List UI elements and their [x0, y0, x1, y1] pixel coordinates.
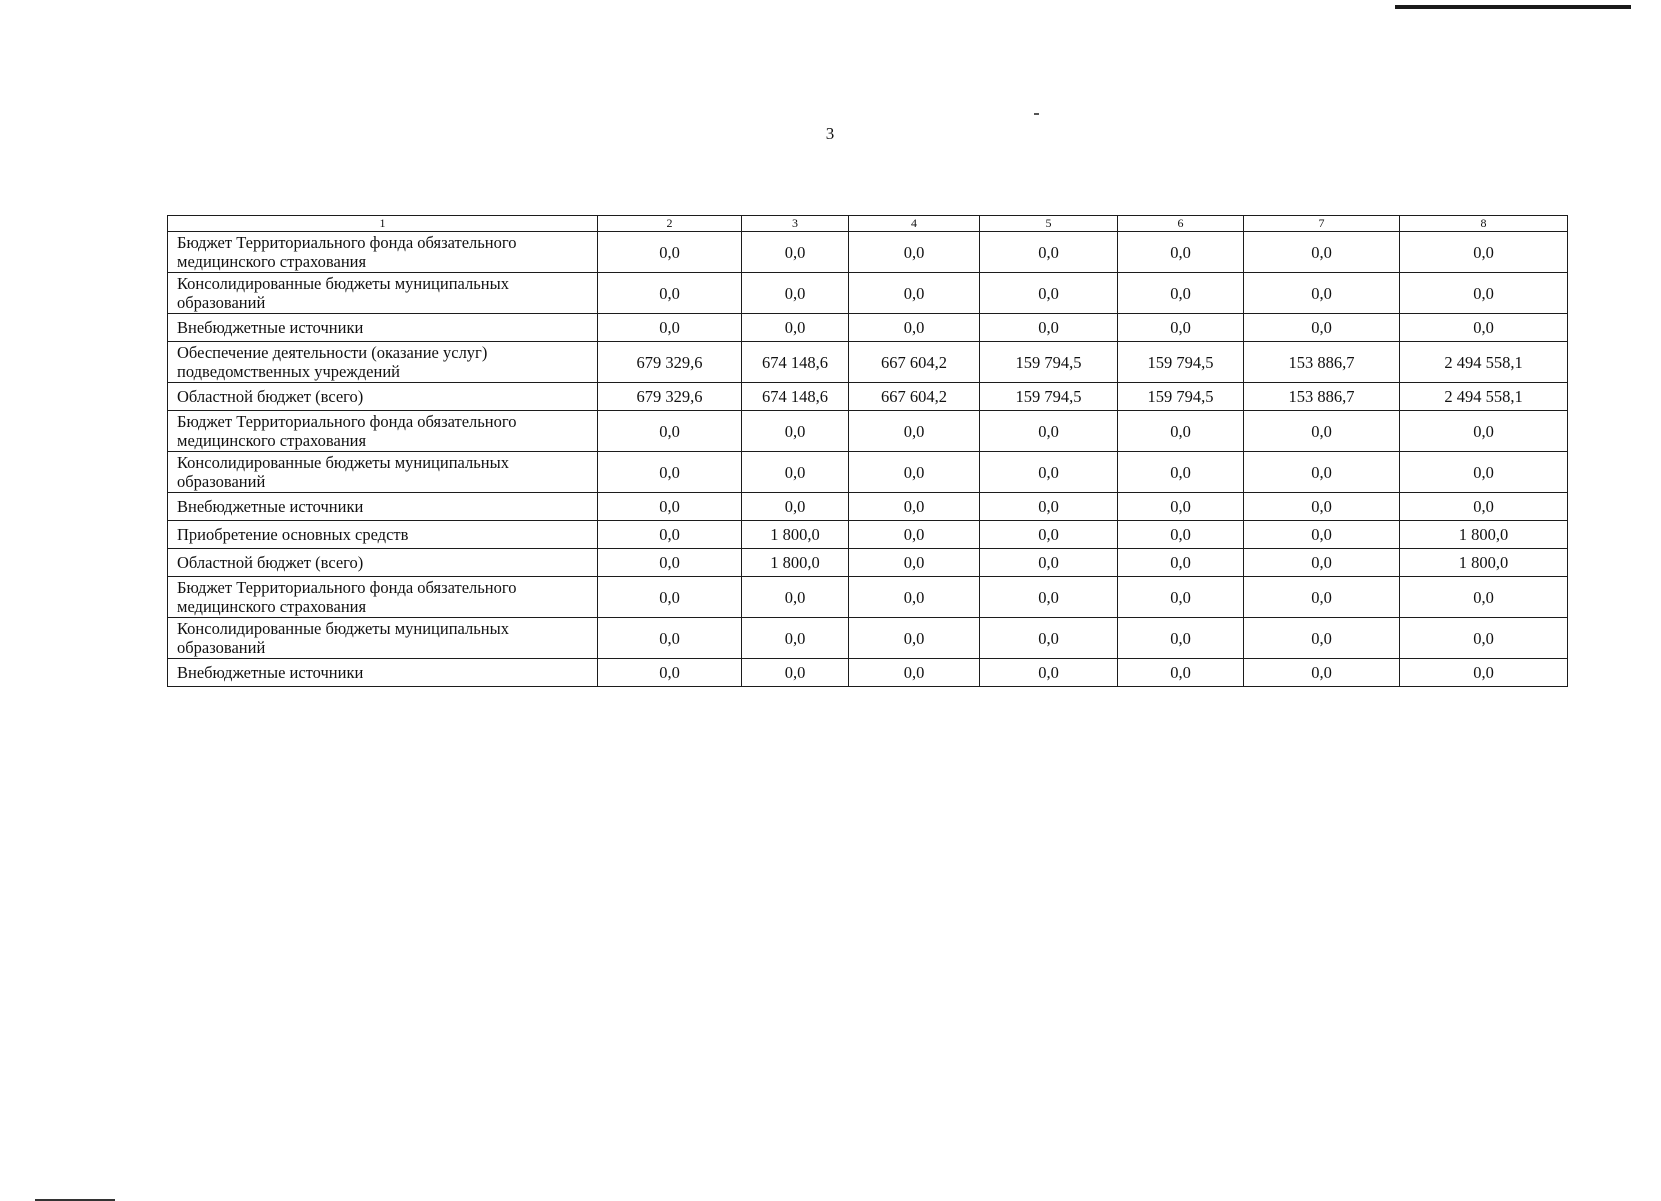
value-cell: 679 329,6 — [598, 342, 742, 383]
value-cell: 0,0 — [849, 577, 980, 618]
value-cell: 0,0 — [1244, 232, 1400, 273]
row-label: Областной бюджет (всего) — [168, 549, 598, 577]
value-cell: 0,0 — [980, 493, 1118, 521]
value-cell: 1 800,0 — [1400, 549, 1568, 577]
value-cell: 0,0 — [1400, 273, 1568, 314]
scan-edge-top — [1395, 5, 1631, 9]
value-cell: 0,0 — [1400, 618, 1568, 659]
value-cell: 0,0 — [1244, 273, 1400, 314]
value-cell: 0,0 — [980, 549, 1118, 577]
value-cell: 0,0 — [1244, 577, 1400, 618]
value-cell: 0,0 — [849, 232, 980, 273]
value-cell: 667 604,2 — [849, 342, 980, 383]
value-cell: 159 794,5 — [980, 342, 1118, 383]
value-cell: 153 886,7 — [1244, 342, 1400, 383]
value-cell: 0,0 — [980, 521, 1118, 549]
table-row — [168, 577, 1568, 618]
table-row — [168, 521, 1568, 549]
value-cell: 679 329,6 — [598, 383, 742, 411]
value-cell: 0,0 — [980, 232, 1118, 273]
table-row — [168, 493, 1568, 521]
value-cell: 0,0 — [1118, 273, 1244, 314]
row-label: Бюджет Территориального фонда обязательного медицинского страхования — [168, 577, 598, 618]
row-label: Приобретение основных средств — [168, 521, 598, 549]
column-header: 1 — [168, 216, 598, 232]
value-cell: 159 794,5 — [1118, 383, 1244, 411]
value-cell: 159 794,5 — [980, 383, 1118, 411]
value-cell: 0,0 — [742, 618, 849, 659]
value-cell: 0,0 — [980, 659, 1118, 687]
value-cell: 0,0 — [742, 659, 849, 687]
table-header-row — [168, 216, 1568, 232]
value-cell: 0,0 — [1118, 232, 1244, 273]
value-cell: 0,0 — [742, 577, 849, 618]
value-cell: 0,0 — [598, 618, 742, 659]
value-cell: 0,0 — [849, 521, 980, 549]
table-row — [168, 618, 1568, 659]
value-cell: 0,0 — [1244, 452, 1400, 493]
value-cell: 0,0 — [980, 411, 1118, 452]
column-header: 8 — [1400, 216, 1568, 232]
row-label: Обеспечение деятельности (оказание услуг) подведомственных учреждений — [168, 342, 598, 383]
value-cell: 674 148,6 — [742, 342, 849, 383]
value-cell: 667 604,2 — [849, 383, 980, 411]
row-label: Консолидированные бюджеты муниципальных образований — [168, 618, 598, 659]
column-header: 4 — [849, 216, 980, 232]
table-row — [168, 659, 1568, 687]
value-cell: 0,0 — [1118, 493, 1244, 521]
row-label: Консолидированные бюджеты муниципальных образований — [168, 452, 598, 493]
value-cell: 1 800,0 — [742, 521, 849, 549]
value-cell: 0,0 — [849, 273, 980, 314]
value-cell: 0,0 — [849, 452, 980, 493]
value-cell: 0,0 — [849, 659, 980, 687]
value-cell: 0,0 — [598, 452, 742, 493]
value-cell: 0,0 — [742, 273, 849, 314]
value-cell: 2 494 558,1 — [1400, 383, 1568, 411]
value-cell: 0,0 — [1400, 659, 1568, 687]
value-cell: 0,0 — [1118, 521, 1244, 549]
value-cell: 0,0 — [1244, 314, 1400, 342]
value-cell: 159 794,5 — [1118, 342, 1244, 383]
value-cell: 0,0 — [849, 314, 980, 342]
value-cell: 0,0 — [1400, 493, 1568, 521]
value-cell: 0,0 — [598, 549, 742, 577]
value-cell: 0,0 — [1244, 521, 1400, 549]
value-cell: 1 800,0 — [742, 549, 849, 577]
value-cell: 0,0 — [598, 314, 742, 342]
column-header: 7 — [1244, 216, 1400, 232]
value-cell: 0,0 — [1244, 493, 1400, 521]
table-row — [168, 549, 1568, 577]
value-cell: 0,0 — [598, 411, 742, 452]
value-cell: 0,0 — [1118, 314, 1244, 342]
value-cell: 0,0 — [742, 232, 849, 273]
value-cell: 0,0 — [1400, 232, 1568, 273]
value-cell: 2 494 558,1 — [1400, 342, 1568, 383]
value-cell: 0,0 — [980, 618, 1118, 659]
value-cell: 0,0 — [598, 273, 742, 314]
page-number: 3 — [825, 124, 835, 143]
value-cell: 0,0 — [742, 314, 849, 342]
value-cell: 0,0 — [849, 411, 980, 452]
row-label: Областной бюджет (всего) — [168, 383, 598, 411]
table-row — [168, 232, 1568, 273]
value-cell: 0,0 — [1118, 618, 1244, 659]
value-cell: 0,0 — [980, 273, 1118, 314]
value-cell: 674 148,6 — [742, 383, 849, 411]
value-cell: 0,0 — [1400, 577, 1568, 618]
budget-table — [167, 215, 1568, 687]
value-cell: 0,0 — [598, 577, 742, 618]
value-cell: 0,0 — [1118, 411, 1244, 452]
value-cell: 0,0 — [849, 618, 980, 659]
value-cell: 0,0 — [1400, 452, 1568, 493]
value-cell: 0,0 — [1244, 549, 1400, 577]
column-header: 5 — [980, 216, 1118, 232]
scan-speck — [1034, 113, 1039, 115]
row-label: Бюджет Территориального фонда обязательного медицинского страхования — [168, 411, 598, 452]
value-cell: 0,0 — [598, 232, 742, 273]
value-cell: 0,0 — [1400, 411, 1568, 452]
value-cell: 0,0 — [742, 411, 849, 452]
row-label: Бюджет Территориального фонда обязательного медицинского страхования — [168, 232, 598, 273]
table-row — [168, 314, 1568, 342]
column-header: 3 — [742, 216, 849, 232]
row-label: Внебюджетные источники — [168, 659, 598, 687]
value-cell: 0,0 — [1118, 452, 1244, 493]
row-label: Внебюджетные источники — [168, 493, 598, 521]
value-cell: 0,0 — [742, 493, 849, 521]
value-cell: 0,0 — [598, 521, 742, 549]
value-cell: 0,0 — [1118, 577, 1244, 618]
row-label: Консолидированные бюджеты муниципальных образований — [168, 273, 598, 314]
table-row — [168, 273, 1568, 314]
table-row — [168, 383, 1568, 411]
value-cell: 0,0 — [849, 493, 980, 521]
value-cell: 0,0 — [849, 549, 980, 577]
value-cell: 0,0 — [1244, 411, 1400, 452]
column-header: 2 — [598, 216, 742, 232]
value-cell: 0,0 — [1118, 659, 1244, 687]
table-row — [168, 452, 1568, 493]
value-cell: 0,0 — [980, 452, 1118, 493]
value-cell: 0,0 — [742, 452, 849, 493]
value-cell: 0,0 — [1244, 618, 1400, 659]
table-row — [168, 342, 1568, 383]
row-label: Внебюджетные источники — [168, 314, 598, 342]
value-cell: 0,0 — [598, 659, 742, 687]
value-cell: 0,0 — [980, 577, 1118, 618]
value-cell: 153 886,7 — [1244, 383, 1400, 411]
table-body — [168, 216, 1568, 687]
value-cell: 0,0 — [1118, 549, 1244, 577]
value-cell: 0,0 — [1400, 314, 1568, 342]
value-cell: 1 800,0 — [1400, 521, 1568, 549]
table-row — [168, 411, 1568, 452]
value-cell: 0,0 — [1244, 659, 1400, 687]
column-header: 6 — [1118, 216, 1244, 232]
value-cell: 0,0 — [980, 314, 1118, 342]
value-cell: 0,0 — [598, 493, 742, 521]
